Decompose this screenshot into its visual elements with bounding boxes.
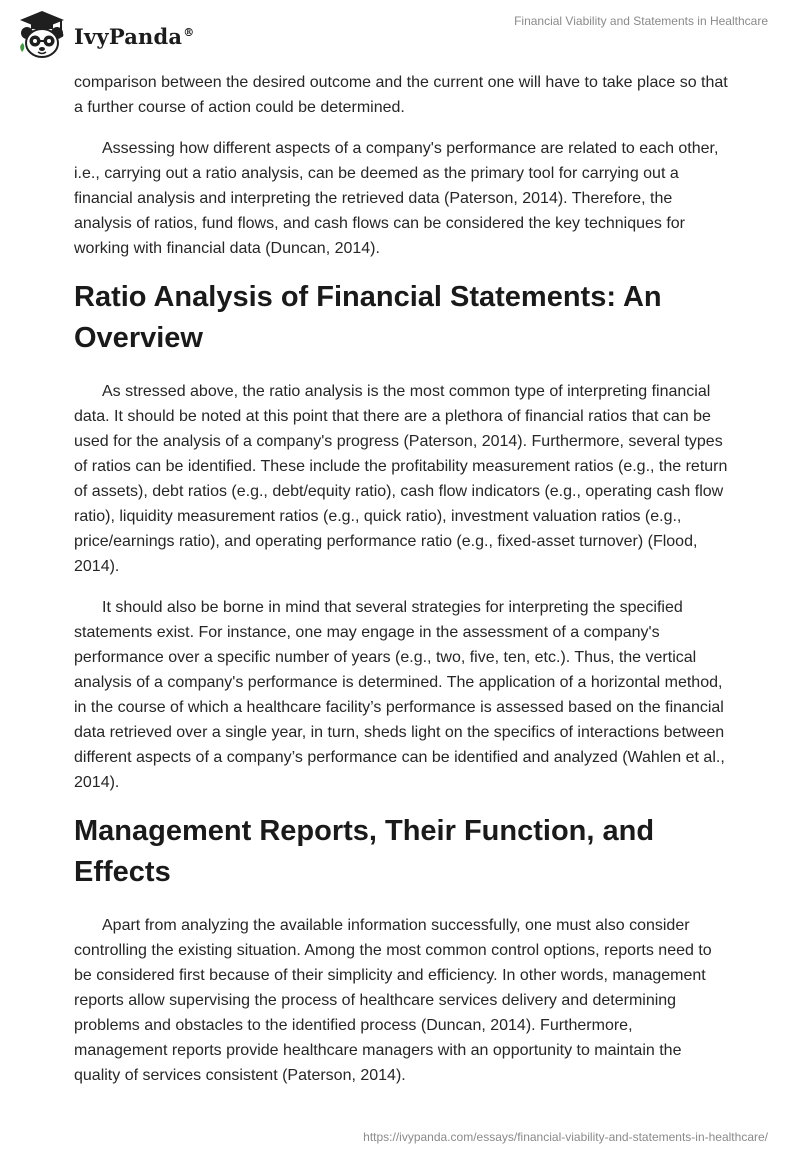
ivypanda-logo[interactable] [14, 8, 194, 64]
paragraph-strategies: It should also be borne in mind that several strategies for interpreting the specified statements exist. For instance, one may engage in the assessment of a company's performance over a specific number of years (e.g., two, five, ten, etc.). Thus, the vertical analysis of a company's performance is determined. The application of a horizontal method, in the course of which a healthcare facility’s performance is assessed based on the financial data retrieved over a single year, in turn, sheds light on the specifics of interactions between different aspects of a company’s performance can be identified and analyzed (Wahlen et al., 2014). [74, 599, 725, 791]
heading-management-reports: Management Reports, Their Function, and Effects [74, 815, 655, 888]
heading-ratio-analysis: Ratio Analysis of Financial Statements: An Overview [74, 281, 662, 354]
paragraph-management-reports: Apart from analyzing the available information successfully, one must also consider controlling the existing situation. Among the most common control options, reports need to be considered first because of their simplicity and efficiency. In other words, management reports allow supervising the process of healthcare services delivery and determining problems and obstacles to the identified process (Duncan, 2014). Furthermore, management reports provide healthcare managers with an opportunity to maintain the quality of services consistent (Paterson, 2014). [74, 917, 712, 1084]
page-header [0, 0, 800, 70]
paragraph-continued: comparison between the desired outcome and the current one will have to take place so that a further course of action could be determined. [74, 74, 728, 116]
document-title: Financial Viability and Statements in Healthcare [514, 14, 768, 28]
paragraph-ratio-tool: Assessing how different aspects of a company's performance are related to each other, i.e., carrying out a ratio analysis, can be deemed as the primary tool for carrying out a financial analysis and interpreting the retrieved data (Paterson, 2014). Therefore, the analysis of ratios, fund flows, and cash flows can be considered the key techniques for working with financial data (Duncan, 2014). [74, 140, 719, 257]
essay-content [74, 70, 730, 1104]
brand-name: IvyPanda® [74, 23, 195, 49]
panda-graduate-icon [14, 8, 70, 64]
footer-source-link[interactable]: https://ivypanda.com/essays/financial-viability-and-statements-in-healthcare/ [363, 1130, 768, 1144]
paragraph-ratio-types: As stressed above, the ratio analysis is the most common type of interpreting financial data. It should be noted at this point that there are a plethora of financial ratios that can be used for the analysis of a company's progress (Paterson, 2014). Furthermore, several types of ratios can be identified. These include the profitability measurement ratios (e.g., the return of assets), debt ratios (e.g., debt/equity ratio), cash flow indicators (e.g., operating cash flow ratio), liquidity measurement ratios (e.g., quick ratio), investment valuation ratios (e.g., price/earnings ratio), and operating performance ratio (e.g., fixed-asset turnover) (Flood, 2014). [74, 383, 728, 575]
